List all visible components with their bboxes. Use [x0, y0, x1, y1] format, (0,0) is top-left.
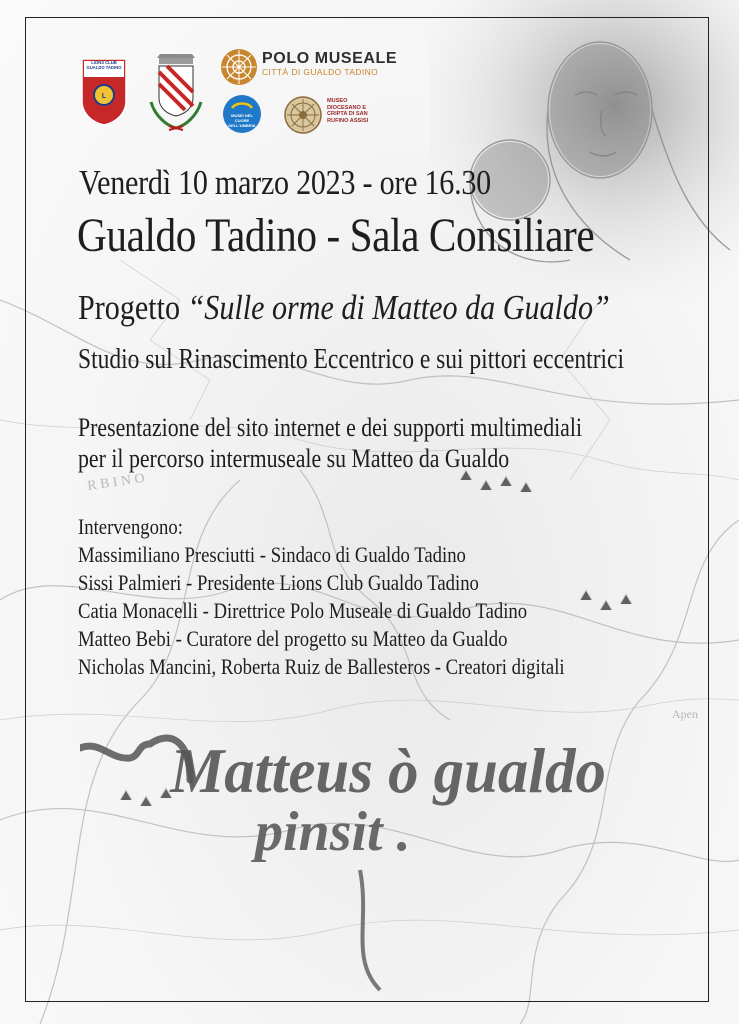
presentation-line-1: Presentazione del sito internet e dei supporti multimediali	[78, 413, 583, 442]
speaker-item: Massimiliano Presciutti - Sindaco di Gualdo Tadino	[78, 542, 466, 567]
museo-diocesano-emblem	[283, 95, 323, 135]
project-subtitle: Studio sul Rinascimento Eccentrico e sui pittori eccentrici	[78, 343, 625, 375]
svg-text:Matteus ò gualdo: Matteus ò gualdo	[170, 734, 606, 807]
speaker-item: Nicholas Mancini, Roberta Ruiz de Ballesteros - Creatori digitali	[78, 654, 565, 679]
svg-text:R B I N O: R B I N O	[86, 471, 146, 494]
event-place: Gualdo Tadino - Sala Consiliare	[77, 209, 595, 262]
project-name: “Sulle orme di Matteo da Gualdo”	[187, 288, 610, 327]
gualdo-tadino-coat-of-arms	[145, 52, 207, 134]
speakers-heading: Intervengono:	[78, 514, 183, 539]
svg-text:L: L	[101, 93, 107, 100]
polo-museale-subtitle: CITTÀ DI GUALDO TADINO	[262, 67, 379, 77]
lions-logo-text: LIONS CLUB GUALDO TADINO	[86, 60, 122, 70]
speakers-list	[78, 513, 565, 681]
presentation-line-2: per il percorso intermuseale su Matteo da Gualdo	[78, 444, 510, 473]
polo-museale-emblem	[220, 48, 258, 86]
project-title	[78, 288, 610, 328]
svg-text:pinsit .: pinsit .	[255, 801, 411, 863]
speaker-item: Matteo Bebi - Curatore del progetto su Matteo da Gualdo	[78, 626, 508, 651]
polo-museale-title: POLO MUSEALE	[262, 50, 398, 67]
polo-museale-wordmark	[262, 50, 397, 78]
svg-text:Apen: Apen	[672, 707, 698, 721]
event-date: Venerdì 10 marzo 2023 - ore 16.30	[79, 163, 491, 202]
musei-logo-text: MUSEI NEL CUORE DELL'UMBRIA	[228, 113, 256, 128]
museo-diocesano-text: MUSEO DIOCESANO E CRIPTA DI SAN RUFINO ASSISI	[327, 98, 369, 124]
speaker-item: Sissi Palmieri - Presidente Lions Club Gualdo Tadino	[78, 570, 479, 595]
speaker-item: Catia Monacelli - Direttrice Polo Museale di Gualdo Tadino	[78, 598, 528, 623]
project-prefix: Progetto	[78, 288, 188, 327]
matteo-signature-image	[80, 720, 680, 1000]
